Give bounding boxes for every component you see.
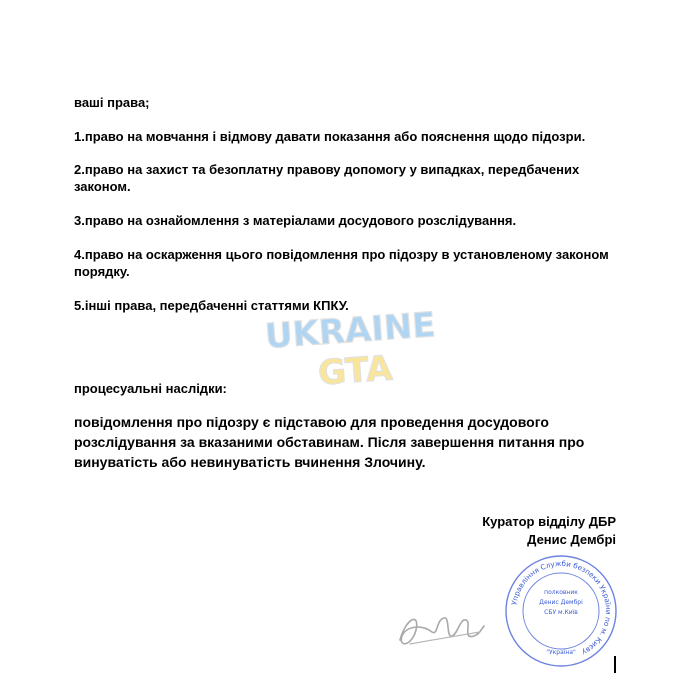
- right-item-5: 5.інші права, передбаченні статтями КПКУ.: [74, 298, 349, 313]
- stamp-ring-text: Управління Служби безпеки України по м. Києву: [509, 558, 614, 658]
- signature-block: [482, 513, 616, 549]
- right-item-4: 4.право на оскарження цього повідомлення про підозру в установленому законом порядку.: [74, 247, 609, 279]
- stamp-center-line-1: полковник: [544, 589, 578, 596]
- consequences-heading: процесуальні наслідки:: [74, 381, 227, 396]
- watermark-line-1: UKRAINE: [263, 305, 437, 357]
- watermark-line-2: GTA: [316, 348, 394, 394]
- consequences-body: повідомлення про підозру є підставою для проведення досудового розслідування за вказаними обставинам. Після завершення питання про винуватість або невинуватість вчинення Злочину.: [74, 414, 585, 470]
- rights-heading: ваші права;: [74, 95, 150, 110]
- stamp-bottom-text: "Україна": [546, 649, 576, 656]
- stamp-center-line-3: СБУ м.Київ: [544, 609, 578, 616]
- right-item-1: 1.право на мовчання і відмову давати показання або пояснення щодо підозри.: [74, 129, 586, 144]
- right-item-3: 3.право на ознайомлення з матеріалами досудового розслідування.: [74, 213, 517, 228]
- official-stamp: [504, 554, 618, 668]
- signer-name: Денис Дембрі: [527, 532, 616, 547]
- handwritten-signature: [392, 606, 486, 652]
- signer-position: Куратор відділу ДБР: [482, 514, 616, 529]
- right-item-2: 2.право на захист та безоплатну правову допомогу у випадках, передбачених законом.: [74, 162, 580, 194]
- stamp-center-line-2: Денис Дембрі: [539, 599, 583, 606]
- text-cursor: [614, 656, 616, 673]
